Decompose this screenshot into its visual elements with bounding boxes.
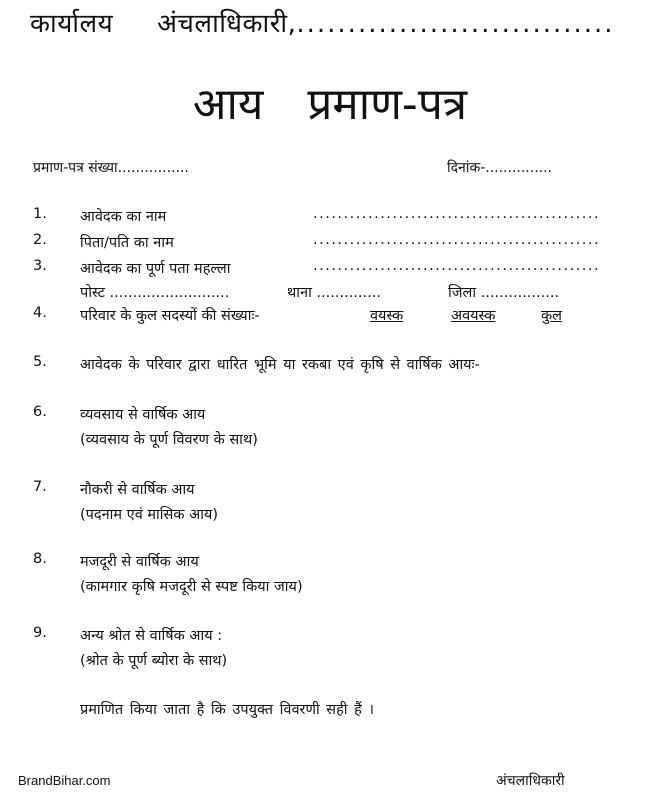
item-number: 8. — [33, 551, 47, 567]
address-post: पोस्ट .......................... — [80, 285, 230, 301]
item-number: 4. — [33, 305, 47, 321]
family-total: कुल — [541, 308, 562, 324]
other-income-note: (श्रोत के पूर्ण ब्योरा के साथ) — [80, 653, 228, 669]
item-dots: ............................................... — [313, 258, 601, 274]
office-label: कार्यालय — [30, 9, 114, 39]
item-number: 2. — [33, 232, 47, 248]
address-jila: जिला ................. — [448, 285, 560, 301]
certificate-number: प्रमाण-पत्र संख्या................ — [33, 160, 189, 176]
certification-statement: प्रमाणित किया जाता है कि उपयुक्त विवरणी सही हैं । — [80, 702, 374, 718]
page-title: आय प्रमाण-पत्र — [192, 79, 468, 130]
item-number: 7. — [33, 479, 47, 495]
website-watermark: BrandBihar.com — [18, 773, 111, 788]
business-income-note: (व्यवसाय के पूर्ण विवरण के साथ) — [80, 432, 258, 448]
item-label-father-husband-name: पिता/पति का नाम — [80, 235, 174, 251]
signatory-label: अंचलाधिकारी — [496, 773, 565, 789]
labour-income-label: मजदूरी से वार्षिक आय — [80, 554, 199, 570]
item-number: 3. — [33, 258, 47, 274]
family-members-label: परिवार के कुल सदस्यों की संख्याः- — [80, 308, 260, 324]
item-number: 5. — [33, 354, 47, 370]
job-income-label: नौकरी से वार्षिक आय — [80, 482, 195, 498]
other-income-label: अन्य श्रोत से वार्षिक आय : — [80, 628, 223, 644]
labour-income-note: (कामगार कृषि मजदूरी से स्पष्ट किया जाय) — [80, 579, 303, 595]
item-dots: ............................................... — [313, 232, 601, 248]
land-income-label: आवेदक के परिवार द्वारा धारित भूमि या रकबा एवं कृषि से वार्षिक आयः- — [80, 357, 480, 373]
family-adult: वयस्क — [370, 308, 404, 324]
office-header — [30, 4, 615, 40]
item-number: 9. — [33, 625, 47, 641]
job-income-note: (पदनाम एवं मासिक आय) — [80, 507, 218, 523]
item-label-applicant-name: आवेदक का नाम — [80, 209, 167, 225]
item-number: 1. — [33, 206, 47, 222]
business-income-label: व्यवसाय से वार्षिक आय — [80, 407, 206, 423]
family-minor: अवयस्क — [451, 308, 496, 324]
address-thana: थाना .............. — [287, 285, 381, 301]
office-dots: ............................... — [296, 9, 615, 39]
officer-label: अंचलाधिकारी, — [157, 9, 297, 39]
item-label-address: आवेदक का पूर्ण पता महल्ला — [80, 261, 231, 277]
item-number: 6. — [33, 404, 47, 420]
item-dots: ............................................... — [313, 206, 601, 222]
certificate-date: दिनांक-............... — [447, 160, 553, 176]
